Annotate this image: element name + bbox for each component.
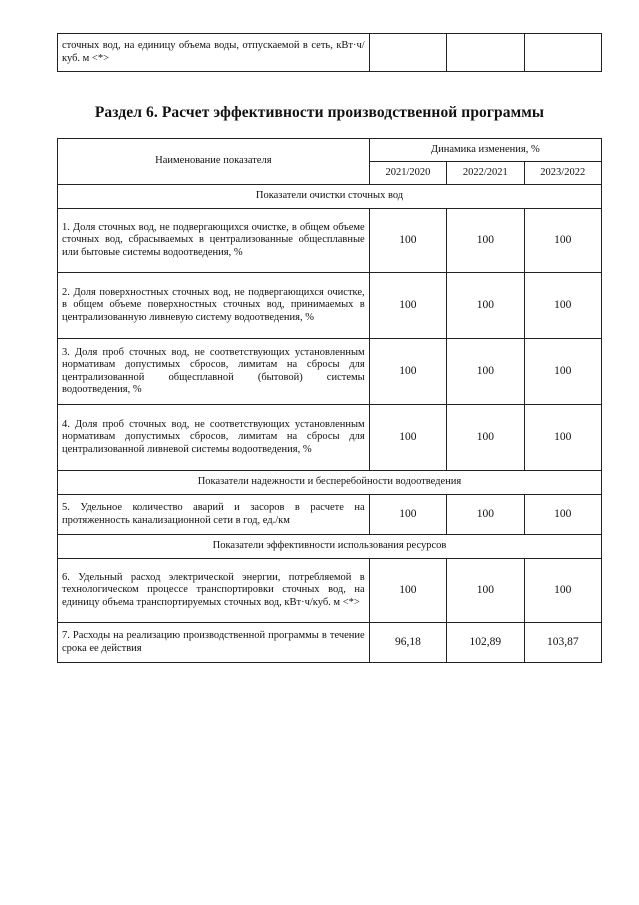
section-heading: Раздел 6. Расчет эффективности производственной программы: [94, 104, 545, 121]
indicator-name: 4. Доля проб сточных вод, не соответствующих установленным нормативам допустимых сбросов, лимитам на сбросы для централизованной ливневой системы водоотведения, %: [58, 405, 370, 471]
value-cell: 100: [447, 273, 524, 339]
value-cell: 100: [369, 339, 446, 405]
value-cell: 100: [369, 273, 446, 339]
table-row: [58, 34, 602, 72]
col-name-header: Наименование показателя: [58, 139, 370, 185]
efficiency-table: [57, 138, 602, 663]
dynamics-header: Динамика изменения, %: [369, 139, 601, 162]
value-cell: 100: [524, 209, 601, 273]
value-cell: 100: [369, 405, 446, 471]
value-cell: 100: [447, 495, 524, 535]
indicator-name: 2. Доля поверхностных сточных вод, не подвергающихся очистке, в общем объеме поверхностных сточных вод, принимаемых в централизованную ливневую систему водоотведения, %: [58, 273, 370, 339]
indicator-name: 7. Расходы на реализацию производственной программы в течение срока ее действия: [58, 623, 370, 663]
value-cell: 96,18: [369, 623, 446, 663]
value-cell: 100: [524, 273, 601, 339]
value-cell: 100: [369, 209, 446, 273]
section-row: [58, 185, 602, 209]
value-cell: [524, 34, 601, 72]
header-row: [58, 139, 602, 162]
year-header: 2021/2020: [369, 162, 446, 185]
value-cell: 100: [524, 339, 601, 405]
value-cell: 100: [524, 559, 601, 623]
section-title: Показатели эффективности использования ресурсов: [58, 535, 602, 559]
value-cell: 102,89: [447, 623, 524, 663]
year-header: 2023/2022: [524, 162, 601, 185]
year-header: 2022/2021: [447, 162, 524, 185]
table-row: [58, 405, 602, 471]
section-row: [58, 471, 602, 495]
value-cell: [447, 34, 524, 72]
value-cell: 100: [524, 405, 601, 471]
indicator-name: 6. Удельный расход электрической энергии, потребляемой в технологическом процессе транспортировки сточных вод, на единицу объема транспортируемых сточных вод, кВт·ч/куб. м <*>: [58, 559, 370, 623]
indicator-name: 3. Доля проб сточных вод, не соответствующих установленным нормативам допустимых сбросов, лимитам на сбросы для централизованной общесплавной (бытовой) системы водоотведения, %: [58, 339, 370, 405]
section-title: Показатели очистки сточных вод: [58, 185, 602, 209]
table-row: [58, 559, 602, 623]
value-cell: 100: [447, 339, 524, 405]
value-cell: 100: [447, 209, 524, 273]
section-row: [58, 535, 602, 559]
value-cell: 100: [447, 559, 524, 623]
value-cell: [369, 34, 446, 72]
value-cell: 100: [447, 405, 524, 471]
indicator-name: сточных вод, на единицу объема воды, отпускаемой в сеть, кВт·ч/куб. м <*>: [58, 34, 370, 72]
continuation-table: [57, 33, 602, 72]
table-row: [58, 209, 602, 273]
value-cell: 100: [369, 559, 446, 623]
section-title: Показатели надежности и бесперебойности водоотведения: [58, 471, 602, 495]
table-row: [58, 623, 602, 663]
indicator-name: 5. Удельное количество аварий и засоров в расчете на протяженность канализационной сети в год, ед./км: [58, 495, 370, 535]
value-cell: 100: [524, 495, 601, 535]
table-row: [58, 495, 602, 535]
value-cell: 100: [369, 495, 446, 535]
value-cell: 103,87: [524, 623, 601, 663]
table-row: [58, 273, 602, 339]
table-row: [58, 339, 602, 405]
indicator-name: 1. Доля сточных вод, не подвергающихся очистке, в общем объеме сточных вод, сбрасываемых в централизованные общесплавные или бытовые системы водоотведения, %: [58, 209, 370, 273]
